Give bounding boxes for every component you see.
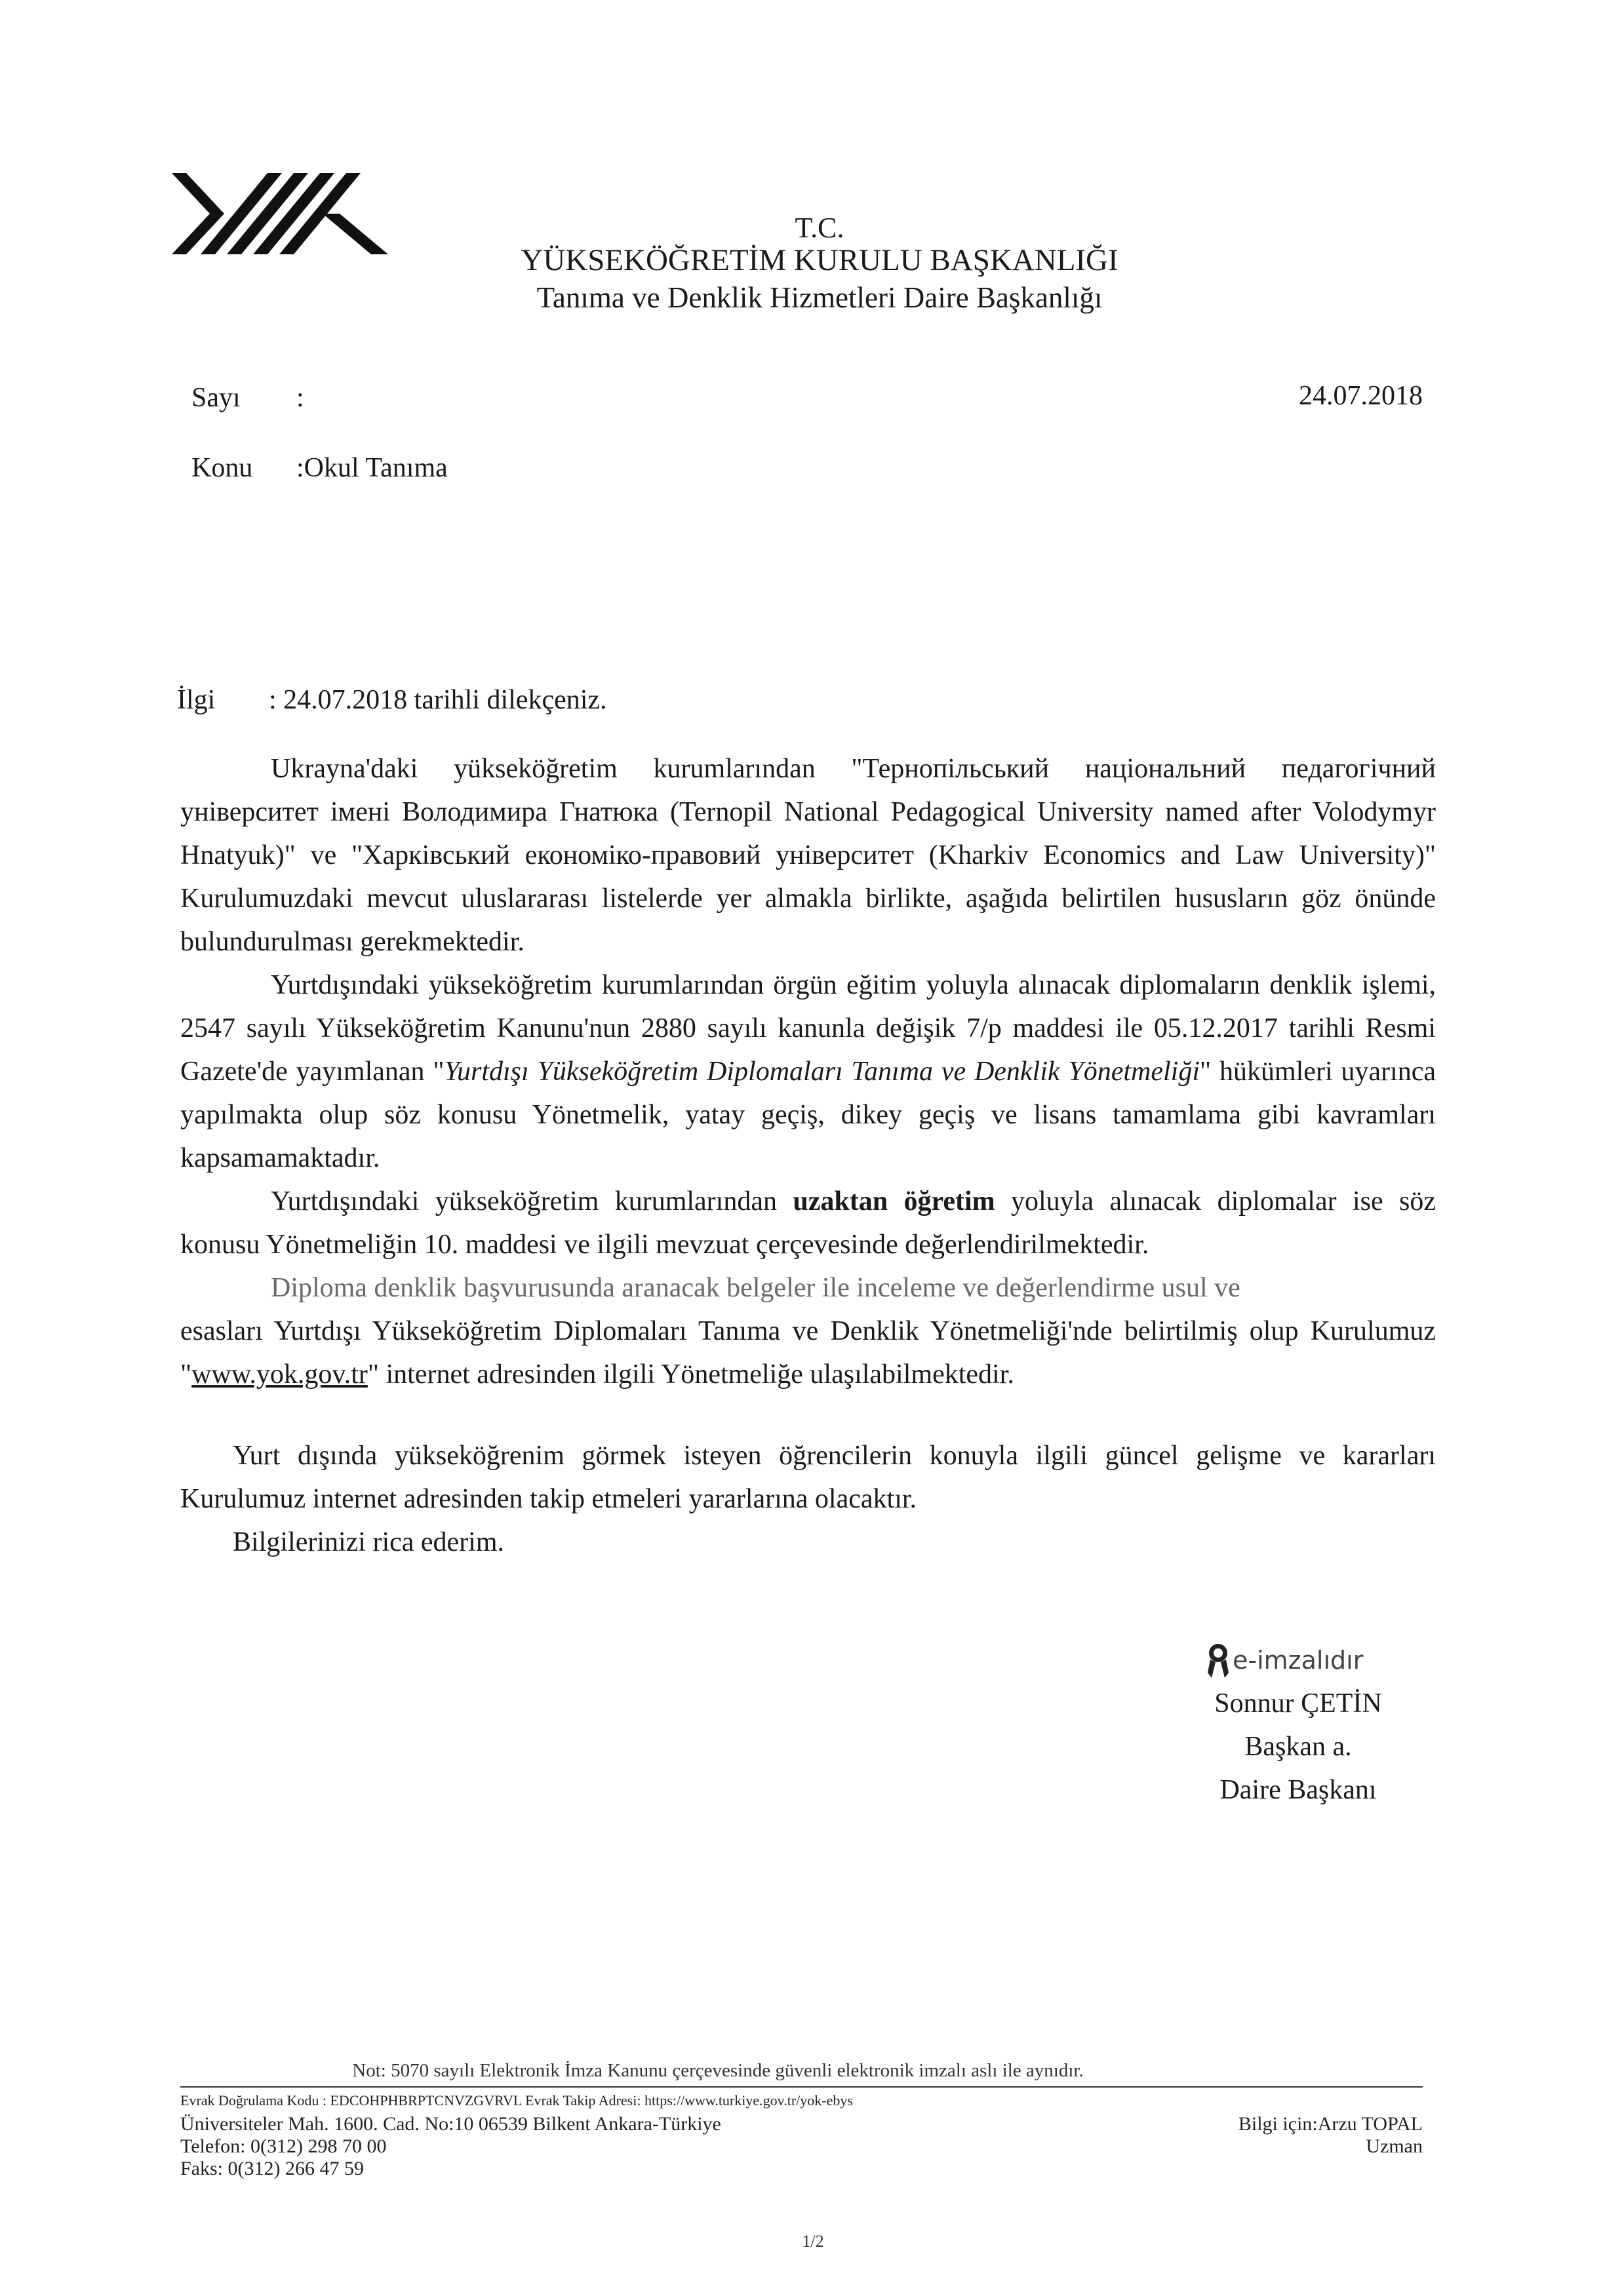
e-signature-label: e-imzalıdır [1233, 1646, 1364, 1675]
paragraph-regulation [180, 963, 1436, 1180]
paragraph-regulation-text-2: " hükümleri uyarınca yapılmakta olup söz konusu Yönetmelik, yatay geçiş, dikey geçiş ve lisans tamamlama gibi kavramları kapsamamaktadır. [180, 1057, 1436, 1173]
sayi-label: Sayı [191, 383, 241, 413]
paragraph-documents-rest [180, 1310, 1436, 1396]
signature-block [1167, 1639, 1429, 1812]
konu-row [191, 452, 448, 484]
paragraph-distance-text-2: yoluyla alınacak diplomalar ise söz konusu Yönetmeliğin 10. maddesi ve ilgili mevzuat çerçevesinde değerlendirilmektedir. [180, 1186, 1436, 1260]
paragraph-students-advice: Yurt dışında yükseköğrenim görmek isteyen öğrencilerin konuyla ilgili güncel gelişme ve kararları Kurulumuz internet adresinden takip etmeleri yararlarına olacaktır. [180, 1441, 1436, 1514]
konu-value: :Okul Tanıma [296, 453, 448, 483]
footer-phone: Telefon: 0(312) 298 70 00 [180, 2135, 387, 2157]
header-tc: T.C. [795, 212, 844, 244]
footer-divider [180, 2086, 1423, 2088]
ilgi-row [177, 684, 607, 716]
contact-title: Uzman [1366, 2135, 1423, 2157]
document-date: 24.07.2018 [1299, 381, 1423, 411]
yok-website-link[interactable]: www.yok.gov.tr [191, 1359, 368, 1390]
page-number: 1/2 [802, 2232, 824, 2251]
paragraph-ukraine-universities: Ukrayna'daki yükseköğretim kurumlarından "Тернопільський національний педагогічний університет імені Володимира Гнатюка (Ternopil National Pedagogical University named after Volodymyr Hnatyuk)" ve "Харківський економіко-правовий університет (Kharkiv Economics and Law University)" Kurulumuzdaki mevcut uluslararası listelerde yer almakla birlikte, aşağıda belirtilen hususların göz önünde bulundurulması gerekmektedir. [180, 754, 1436, 957]
sayi-row [191, 382, 323, 414]
paragraph-regulation-text-1: Yurtdışındaki yükseköğretim kurumlarından örgün eğitim yoluyla alınacak diplomaların denklik işlemi, 2547 sayılı Yükseköğretim Kanunu'nun 2880 sayılı kanunla değişik 7/p maddesi ile 05.12.2017 tarihli Resmi Gazete'de yayımlanan " [180, 970, 1436, 1087]
contact-name: Bilgi için:Arzu TOPAL [1238, 2113, 1423, 2135]
header-department: Tanıma ve Denklik Hizmetleri Daire Başkanlığı [536, 281, 1103, 314]
signer-title-2: Daire Başkanı [1219, 1775, 1377, 1805]
paragraph-documents-text-1: esasları Yurtdışı Yükseköğretim Diplomaları Tanıma ve Denklik Yönetmeliği'nde belirtilmiş olup Kurulumuz " [180, 1316, 1436, 1390]
yok-logo-icon [172, 168, 388, 260]
letter-body-main [180, 747, 1436, 1396]
regulation-title: Yurtdışı Yükseköğretim Diplomaları Tanıma ve Denklik Yönetmeliği [444, 1057, 1200, 1087]
konu-label: Konu [191, 453, 253, 483]
paragraph-documents-text-2: " internet adresinden ilgili Yönetmeliğe ulaşılabilmektedir. [367, 1359, 1014, 1390]
sayi-separator: : [296, 383, 304, 413]
signer-name: Sonnur ÇETİN [1214, 1688, 1382, 1719]
signer-title-1: Başkan a. [1244, 1732, 1352, 1762]
paragraph-distance-education [180, 1180, 1436, 1266]
footer-note: Not: 5070 sayılı Elektronik İmza Kanunu çerçevesinde güvenli elektronik imzalı aslı ile aynıdır. [352, 2060, 1084, 2081]
ilgi-value: : 24.07.2018 tarihli dilekçeniz. [269, 685, 607, 715]
document-verification-code: Evrak Doğrulama Kodu : EDCOHPHBRPTCNVZGVRVL Evrak Takip Adresi: https://www.turkiye.gov.tr/yok-ebys [180, 2092, 853, 2109]
paragraph-regards: Bilgilerinizi rica ederim. [233, 1527, 505, 1557]
footer-address: Üniversiteler Mah. 1600. Cad. No:10 06539 Bilkent Ankara-Türkiye [180, 2113, 721, 2135]
footer-contact [1115, 2113, 1423, 2158]
paragraph-distance-text-1: Yurtdışındaki yükseköğretim kurumlarından [271, 1186, 793, 1216]
footer-fax: Faks: 0(312) 266 47 59 [180, 2158, 364, 2179]
distance-education-term: uzaktan öğretim [793, 1186, 995, 1216]
paragraph-documents-line1: Diploma denklik başvurusunda aranacak belgeler ile inceleme ve değerlendirme usul ve [271, 1273, 1240, 1303]
letter-body-closing [180, 1434, 1436, 1564]
ilgi-label: İlgi [177, 685, 216, 715]
header-organization: YÜKSEKÖĞRETİM KURULU BAŞKANLIĞI [521, 243, 1119, 277]
e-signature-row [1167, 1639, 1429, 1682]
ribbon-seal-icon [1205, 1643, 1231, 1678]
